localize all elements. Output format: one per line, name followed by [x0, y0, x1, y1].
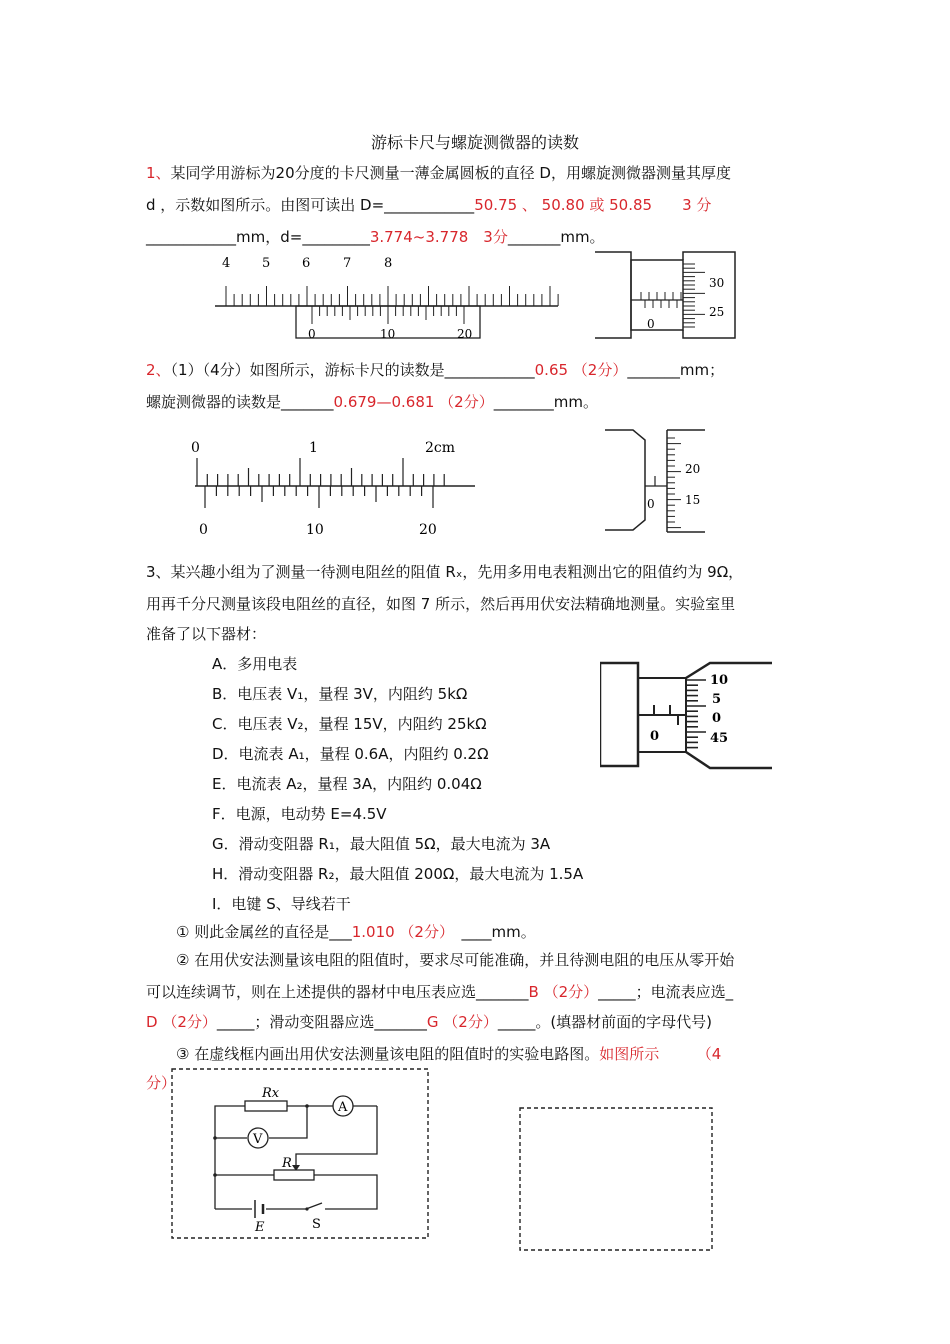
q2-text-1b: _______mm； [627, 361, 725, 379]
q3-sub2-line-3 [146, 1012, 712, 1032]
equipment-item: I．电键 S、导线若干 [212, 895, 351, 913]
q3-sub2-text-d: _____。(填器材前面的字母代号) [497, 1013, 713, 1031]
q3-sub2-text-b: _____；电流表应选_ [598, 983, 734, 1001]
q3-sub3-text: ③ 在虚线框内画出用伏安法测量该电阻的阻值时的实验电路图。 [176, 1045, 600, 1063]
q1-text-3a: ____________mm，d=_________ [146, 228, 370, 246]
q3-line-3: 准备了以下器材： [146, 625, 267, 643]
q1-caliper-vernier-label: 20 [457, 327, 473, 341]
q3-sub1-answer: 1.010 （2分） [351, 923, 447, 941]
q1-caliper-vernier-label: 10 [380, 327, 396, 341]
equipment-item: B．电压表 V₁，量程 3V，内阻约 5kΩ [212, 685, 468, 703]
q2-caliper-vernier-label: 0 [199, 522, 208, 538]
q1-vernier-caliper-figure [210, 252, 560, 344]
q2-line-1 [146, 360, 724, 380]
circuit-label-switch: S [312, 1217, 321, 1232]
q2-answer-micrometer: 0.679—0.681 （2分） [333, 393, 494, 411]
q3-answer-voltmeter: B （2分） [528, 983, 599, 1001]
q3-micrometer-label: 5 [712, 692, 722, 707]
q3-answer-rheostat: G （2分） [426, 1013, 498, 1031]
q2-vernier-caliper-figure [185, 436, 485, 540]
empty-drawing-box [518, 1106, 714, 1252]
q1-micrometer-figure [595, 250, 745, 342]
q1-line-1 [146, 163, 731, 183]
q2-text-2b: ________mm。 [493, 393, 598, 411]
equipment-item: H．滑动变阻器 R₂，最大阻值 200Ω，最大电流为 1.5A [212, 865, 584, 883]
q2-micrometer-label: 15 [685, 493, 701, 507]
q3-micrometer-label: 0 [712, 711, 722, 726]
q2-micrometer-label: 0 [647, 497, 655, 511]
q3-micrometer-label: 45 [710, 731, 729, 746]
q2-caliper-vernier-label: 20 [419, 522, 437, 538]
q3-line-2: 用再千分尺测量该段电阻丝的直径，如图 7 所示，然后再用伏安法精确地测量。实验室里 [146, 595, 736, 613]
q1-micrometer-label: 0 [647, 317, 655, 331]
circuit-label-rx: Rx [262, 1086, 280, 1101]
q2-caliper-main-label: 0 [191, 440, 200, 456]
q2-micrometer-figure [605, 428, 710, 534]
q1-text-2: d ，示数如图所示。由图可读出 D=____________ [146, 196, 475, 214]
q1-answer-d: 50.75 、 50.80 或 50.85 3 分 [474, 196, 712, 214]
q2-micrometer-label: 20 [685, 462, 701, 476]
q3-sub3-line-1 [176, 1044, 721, 1064]
equipment-item: F．电源，电动势 E=4.5V [212, 805, 387, 823]
equipment-item: E．电流表 A₂，量程 3A，内阻约 0.04Ω [212, 775, 482, 793]
q3-sub1 [176, 922, 536, 942]
q3-sub3-answer: 如图所示 （4 [599, 1045, 722, 1063]
equipment-item: A．多用电表 [212, 655, 298, 673]
circuit-label-battery: E [255, 1220, 265, 1235]
q2-answer-caliper: 0.65 （2分） [534, 361, 628, 379]
q1-caliper-main-label: 8 [384, 256, 393, 271]
circuit-label-rheostat: R [282, 1156, 292, 1171]
q1-caliper-main-label: 4 [222, 256, 231, 271]
circuit-diagram-box [170, 1066, 432, 1241]
q3-sub2-line-2 [146, 982, 733, 1002]
q3-micrometer-figure [600, 660, 775, 770]
q1-text-1: 某同学用游标为20分度的卡尺测量一薄金属圆板的直径 D，用螺旋测微器测量其厚度 [170, 164, 731, 182]
circuit-label-voltmeter: V [253, 1132, 263, 1147]
q3-sub1-text-b: ____mm。 [446, 923, 536, 941]
q1-caliper-main-label: 5 [262, 256, 271, 271]
q1-micrometer-label: 30 [709, 276, 725, 290]
q1-number: 1、 [146, 164, 171, 182]
q2-line-2 [146, 392, 598, 412]
q1-text-3b: _______mm。 [507, 228, 605, 246]
q2-caliper-vernier-label: 10 [306, 522, 324, 538]
q3-answer-ammeter: D （2分） [146, 1013, 217, 1031]
q2-caliper-main-label: 1 [309, 440, 318, 456]
q3-sub2-line-1: ② 在用伏安法测量该电阻的阻值时，要求尽可能准确，并且待测电阻的电压从零开始 [176, 951, 735, 969]
q2-text-2a: 螺旋测微器的读数是_______ [146, 393, 334, 411]
q1-caliper-main-label: 6 [302, 256, 311, 271]
equipment-item: D．电流表 A₁，量程 0.6A，内阻约 0.2Ω [212, 745, 489, 763]
q2-caliper-main-label: 2cm [425, 440, 456, 456]
equipment-item: G．滑动变阻器 R₁，最大阻值 5Ω，最大电流为 3A [212, 835, 551, 853]
q1-caliper-vernier-label: 0 [308, 327, 316, 341]
q3-sub2-text-c: _____；滑动变阻器应选_______ [216, 1013, 427, 1031]
q1-line-3 [146, 227, 605, 247]
q1-caliper-main-label: 7 [343, 256, 352, 271]
q3-sub1-text-a: ① 则此金属丝的直径是___ [176, 923, 352, 941]
q1-line-2 [146, 195, 711, 215]
q3-sub2-text-a: 可以连续调节，则在上述提供的器材中电压表应选_______ [146, 983, 529, 1001]
page-title: 游标卡尺与螺旋测微器的读数 [370, 133, 579, 152]
equipment-item: C．电压表 V₂，量程 15V，内阻约 25kΩ [212, 715, 487, 733]
q3-micrometer-label: 10 [710, 673, 729, 688]
q3-micrometer-label: 0 [650, 729, 660, 744]
q3-sub3-line-2: 分） [146, 1074, 177, 1092]
q1-micrometer-label: 25 [709, 305, 725, 319]
circuit-label-ammeter: A [338, 1100, 348, 1115]
q3-line-1: 3、某兴趣小组为了测量一待测电阻丝的阻值 Rₓ，先用多用电表粗测出它的阻值约为 9Ω， [146, 563, 744, 581]
q1-answer-thickness: 3.774~3.778 3分 [369, 228, 508, 246]
q2-text-1a: （1）（4分）如图所示，游标卡尺的读数是____________ [170, 361, 535, 379]
q2-number: 2、 [146, 361, 171, 379]
